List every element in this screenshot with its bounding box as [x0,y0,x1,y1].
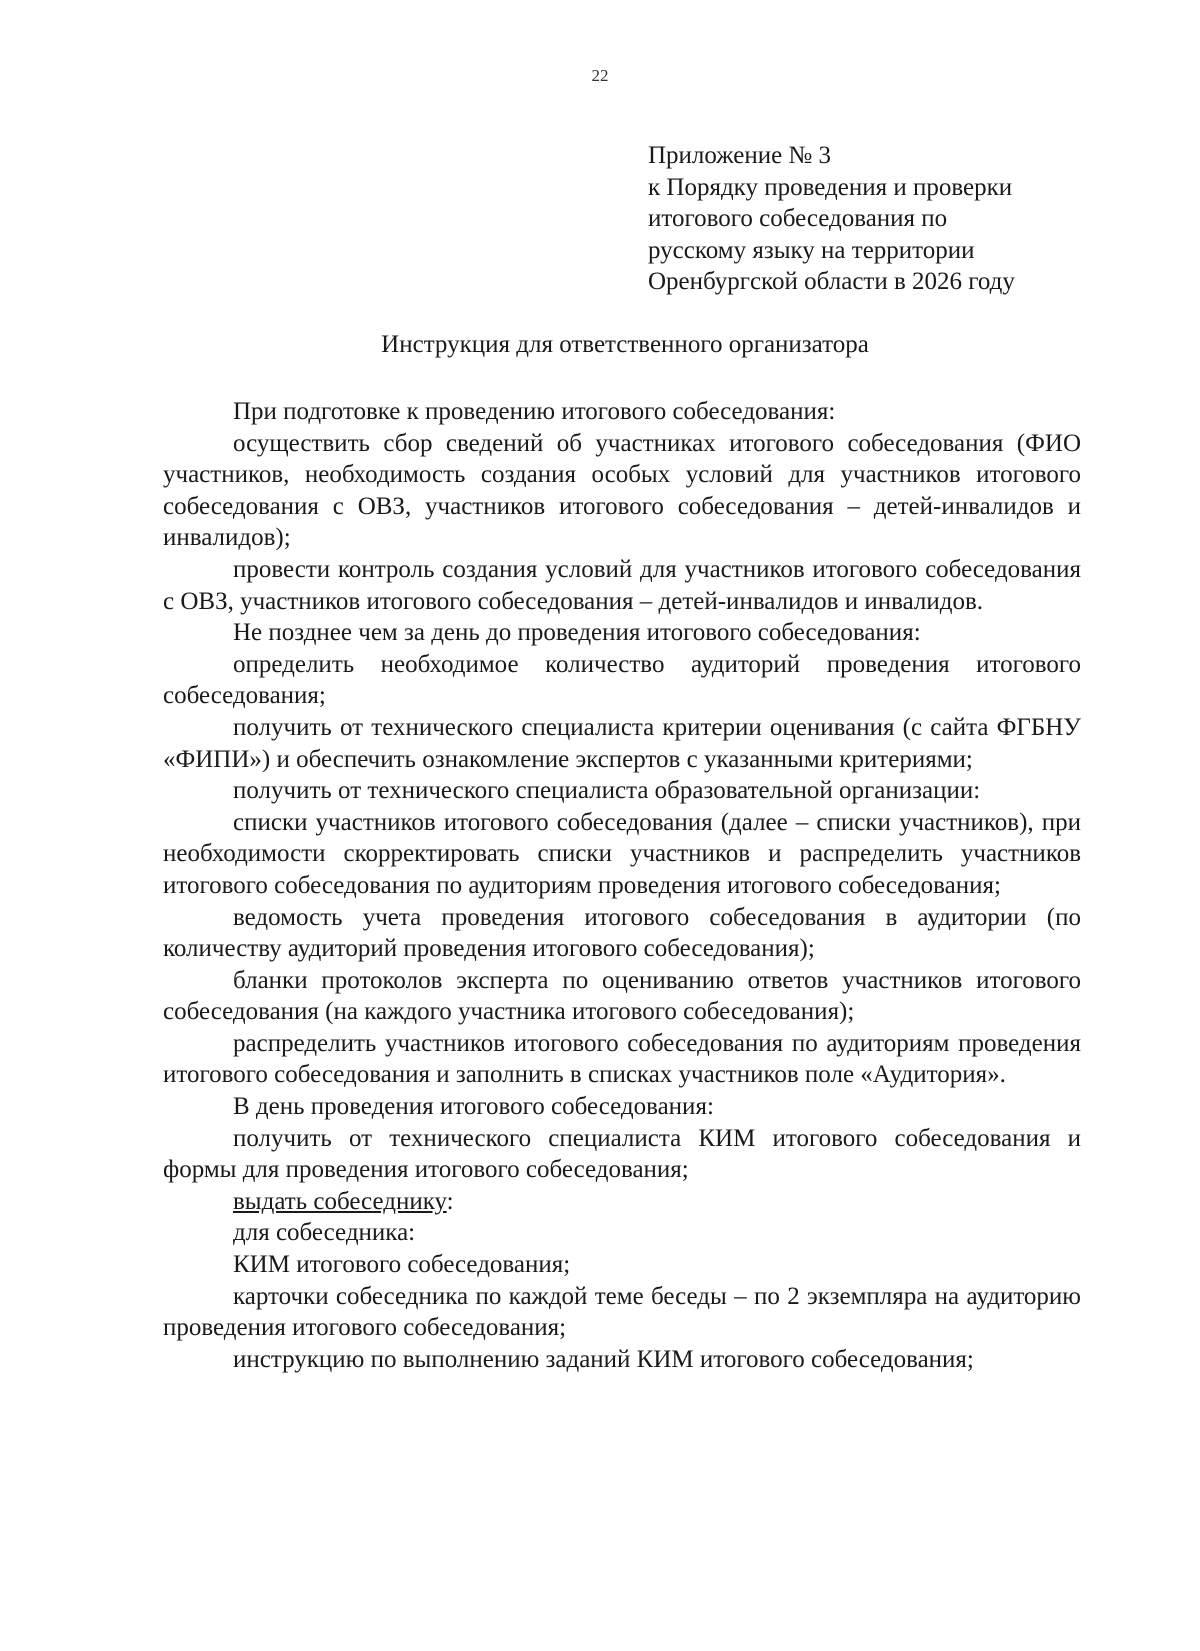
paragraph: КИМ итогового собеседования; [233,1251,571,1279]
paragraph: При подготовке к проведению итогового собеседования: [233,398,836,425]
paragraph: инструкцию по выполнению заданий КИМ итогового собеседования; [233,1345,974,1373]
paragraph: ведомость учета проведения итогового собеседования в аудитории (по количеству аудиторий проведения итогового собеседования); [163,903,1081,963]
appendix-line: Приложение № 3 [648,142,832,169]
paragraph-tail: : [446,1187,454,1215]
paragraph: распределить участников итогового собеседования по аудиториям проведения итогового собеседования и заполнить в списках участников поле «Аудитория». [163,1029,1081,1089]
page-number: 22 [591,66,609,85]
paragraph: Не позднее чем за день до проведения итогового собеседования: [233,619,921,647]
appendix-line: Оренбургской области в 2026 году [648,268,1015,295]
paragraph: карточки собеседника по каждой теме беседы – по 2 экземпляра на аудиторию проведения итогового собеседования; [163,1282,1081,1342]
document-title: Инструкция для ответственного организатора [381,331,869,358]
paragraph: бланки протоколов эксперта по оцениванию ответов участников итогового собеседования (на каждого участника итогового собеседования); [163,966,1081,1026]
appendix-header [648,140,1108,298]
paragraph: В день проведения итогового собеседования: [233,1093,714,1121]
paragraph: осуществить сбор сведений об участниках итогового собеседования (ФИО участников, необходимость создания особых условий для участников итогового собеседования с ОВЗ, участников итогового собеседования – детей-инвалидов и инвалидов); [163,429,1081,552]
paragraph: получить от технического специалиста КИМ итогового собеседования и формы для проведения итогового собеседования; [163,1124,1081,1184]
paragraph [163,1186,1081,1218]
document-body [163,396,1081,1375]
appendix-line: итогового собеседования по [648,205,948,232]
appendix-line: русскому языку на территории [648,236,975,264]
paragraph: списки участников итогового собеседования (далее – списки участников), при необходимости скорректировать списки участников и распределить участников итогового собеседования по аудиториям проведения итогового собеседования; [163,808,1081,899]
paragraph: провести контроль создания условий для участников итогового собеседования с ОВЗ, участников итогового собеседования – детей-инвалидов и инвалидов. [163,555,1081,615]
paragraph: получить от технического специалиста критерии оценивания (с сайта ФГБНУ «ФИПИ») и обеспечить ознакомление экспертов с указанными критериями; [163,713,1081,773]
underlined-phrase: выдать собеседнику [233,1187,447,1215]
paragraph: определить необходимое количество аудиторий проведения итогового собеседования; [163,650,1081,710]
paragraph: получить от технического специалиста образовательной организации: [233,777,981,805]
appendix-line: к Порядку проведения и проверки [648,173,1013,201]
paragraph: для собеседника: [233,1219,416,1247]
